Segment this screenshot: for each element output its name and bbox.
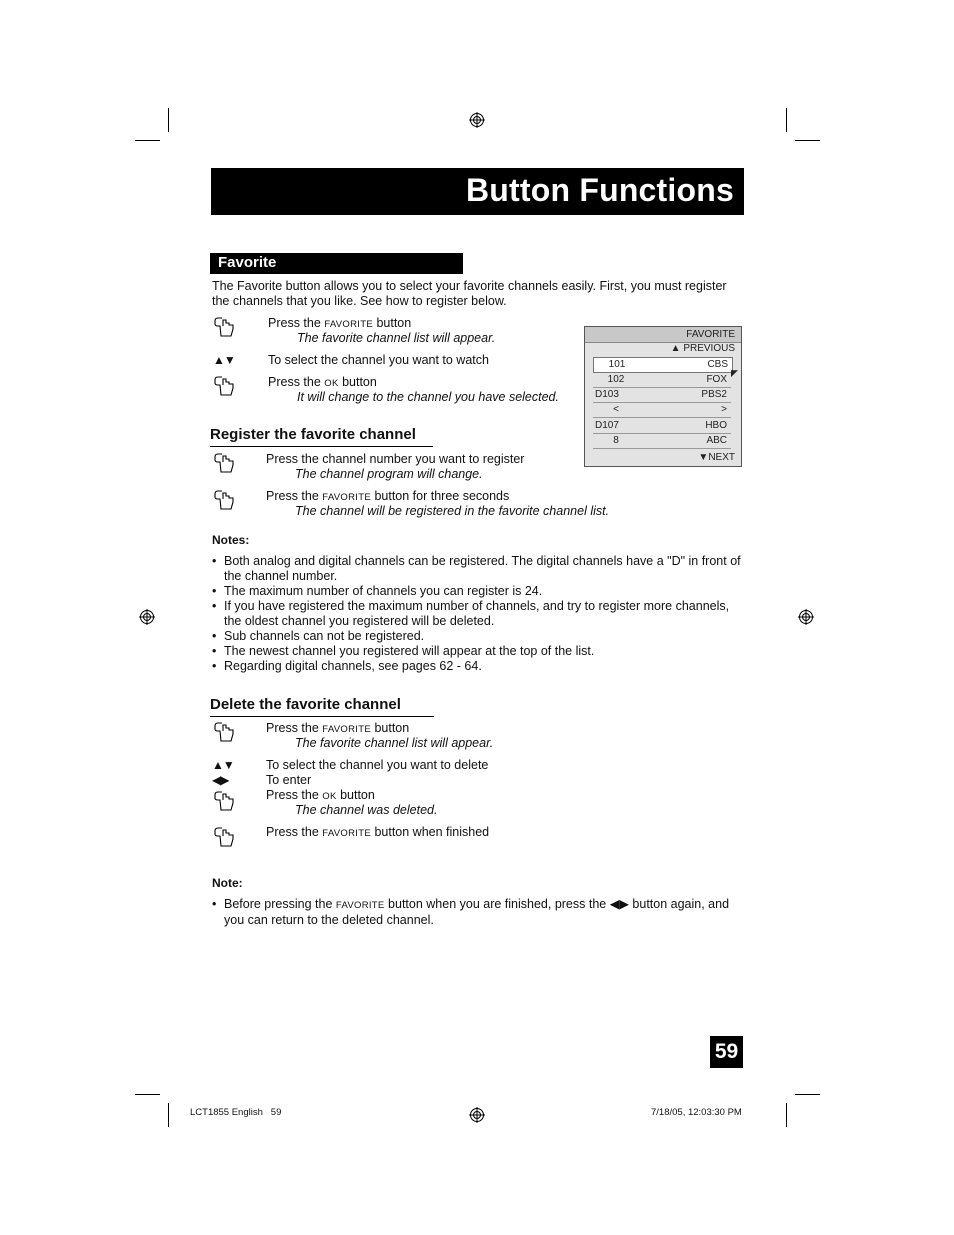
step-text: button [336, 788, 375, 802]
footer-left: LCT1855 English 59 [190, 1107, 282, 1118]
favorite-list-header [585, 327, 741, 343]
registration-mark-icon [798, 609, 814, 625]
register-heading: Register the favorite channel [210, 426, 416, 443]
hand-press-icon [212, 315, 236, 339]
fav-step-3 [268, 375, 377, 391]
delete-note [211, 897, 746, 928]
section-header-favorite [210, 253, 463, 274]
favorite-list-row [593, 373, 731, 388]
favorite-key-name: FAVORITE [322, 724, 371, 735]
register-step-2 [266, 489, 509, 505]
delete-step-4-result: The channel was deleted. [295, 803, 438, 817]
note-line: you can return to the deleted channel. [224, 913, 434, 927]
register-step-2-result: The channel will be registered in the favorite channel list. [295, 504, 610, 518]
channel-number: 101 [608, 359, 626, 370]
step-text: Press the [268, 375, 325, 389]
favorite-list-previous: ▲ PREVIOUS [670, 343, 735, 354]
note-text: Before pressing the [224, 897, 336, 911]
page-title-bar [211, 168, 744, 215]
section-title: Favorite [218, 254, 277, 271]
delete-step-5 [266, 825, 489, 841]
channel-name: PBS2 [701, 389, 727, 400]
delete-step-3: To enter [266, 773, 312, 787]
step-text: Press the [266, 825, 323, 839]
note-item: • Regarding digital channels, see pages 62 - 64. [211, 659, 746, 674]
step-text: Press the [266, 788, 323, 802]
channel-name: CBS [707, 359, 728, 370]
intro-line: the channels that you like. See how to register below. [212, 294, 507, 308]
note-item: • If you have registered the maximum number of channels, and try to register more channels, the oldest channel you registered will be deleted. [211, 599, 746, 629]
crop-mark [795, 1094, 820, 1095]
up-down-arrow-icon: ▲▼ [213, 353, 235, 367]
delete-step-1-result: The favorite channel list will appear. [295, 736, 494, 750]
channel-number: < [613, 404, 619, 415]
favorite-list-row-selected [593, 357, 733, 373]
channel-name: FOX [706, 374, 727, 385]
registration-mark-icon [139, 609, 155, 625]
note-label: Note: [212, 876, 243, 890]
favorite-list-next: ▼NEXT [698, 452, 735, 463]
hand-press-icon [212, 451, 236, 475]
fav-step-3-result: It will change to the channel you have selected. [297, 390, 559, 404]
step-text: button [372, 316, 412, 330]
page-title: Button Functions [465, 172, 734, 208]
hand-press-icon [212, 789, 236, 813]
left-right-arrow-icon: ◀▶ [212, 773, 229, 787]
note-line [211, 897, 746, 913]
note-item: • Both analog and digital channels can be registered. The digital channels have a "D" in front of the channel number. [211, 554, 746, 584]
favorite-key-name: FAVORITE [335, 900, 385, 911]
favorite-key-name: FAVORITE [322, 828, 371, 839]
fav-step-1 [268, 316, 411, 332]
registration-mark-icon [469, 112, 485, 128]
cursor-icon: ◤ [731, 368, 738, 378]
favorite-list-row [593, 434, 731, 449]
intro-line: The Favorite button allows you to select your favorite channels easily. First, you must register [212, 279, 727, 293]
fav-step-2: To select the channel you want to watch [268, 353, 489, 367]
page-number: 59 [710, 1036, 743, 1068]
channel-number: D103 [595, 389, 619, 400]
ok-key-name: OK [322, 791, 337, 802]
delete-step-4 [266, 788, 375, 804]
bullet: • [212, 897, 217, 911]
hand-press-icon [212, 374, 236, 398]
favorite-list-row [593, 419, 731, 434]
delete-step-2: To select the channel you want to delete [266, 758, 489, 772]
channel-name: ABC [706, 435, 727, 446]
note-item: • The maximum number of channels you can register is 24. [211, 584, 746, 599]
favorite-key-name: FAVORITE [322, 492, 371, 503]
ok-key-name: OK [324, 378, 339, 389]
notes-label: Notes: [212, 533, 250, 547]
up-down-arrow-icon: ▲▼ [212, 758, 234, 772]
crop-mark [786, 1103, 787, 1127]
heading-underline [210, 446, 433, 447]
previous-label: PREVIOUS [683, 343, 735, 354]
next-label: NEXT [708, 452, 735, 463]
crop-mark [135, 140, 160, 141]
register-step-1-result: The channel program will change. [295, 467, 483, 481]
left-right-arrow-icon: ◀▶ [609, 897, 629, 911]
step-text: Press the [266, 489, 323, 503]
step-text: button [370, 721, 410, 735]
notes-list [211, 554, 746, 674]
favorite-key-name: FAVORITE [324, 319, 373, 330]
crop-mark [795, 140, 820, 141]
fav-step-1-result: The favorite channel list will appear. [297, 331, 496, 345]
hand-press-icon [212, 488, 236, 512]
hand-press-icon [212, 825, 236, 849]
delete-heading: Delete the favorite channel [210, 696, 401, 713]
channel-number: 8 [613, 435, 619, 446]
channel-name: > [721, 404, 727, 415]
favorite-list-row [593, 388, 731, 403]
delete-step-1 [266, 721, 409, 737]
step-text: button for three seconds [370, 489, 510, 503]
footer-right: 7/18/05, 12:03:30 PM [651, 1107, 742, 1118]
favorite-list-row [593, 403, 731, 418]
hand-press-icon [212, 720, 236, 744]
crop-mark [135, 1094, 160, 1095]
step-text: button [338, 375, 377, 389]
favorite-list-title: FAVORITE [686, 329, 735, 340]
register-step-1: Press the channel number you want to register [266, 452, 525, 466]
crop-mark [168, 1103, 169, 1127]
channel-name: HBO [705, 420, 727, 431]
step-text: button when finished [370, 825, 490, 839]
channel-number: D107 [595, 420, 619, 431]
step-text: Press the [266, 721, 323, 735]
favorite-list-screen [584, 326, 742, 467]
registration-mark-icon [469, 1107, 485, 1123]
note-item: • Sub channels can not be registered. [211, 629, 746, 644]
note-text: button when you are finished, press the [384, 897, 610, 911]
note-text: button again, and [628, 897, 730, 911]
heading-underline [210, 716, 434, 717]
crop-mark [168, 108, 169, 132]
step-text: Press the [268, 316, 325, 330]
note-item: • The newest channel you registered will appear at the top of the list. [211, 644, 746, 659]
crop-mark [786, 108, 787, 132]
channel-number: 102 [607, 374, 625, 385]
